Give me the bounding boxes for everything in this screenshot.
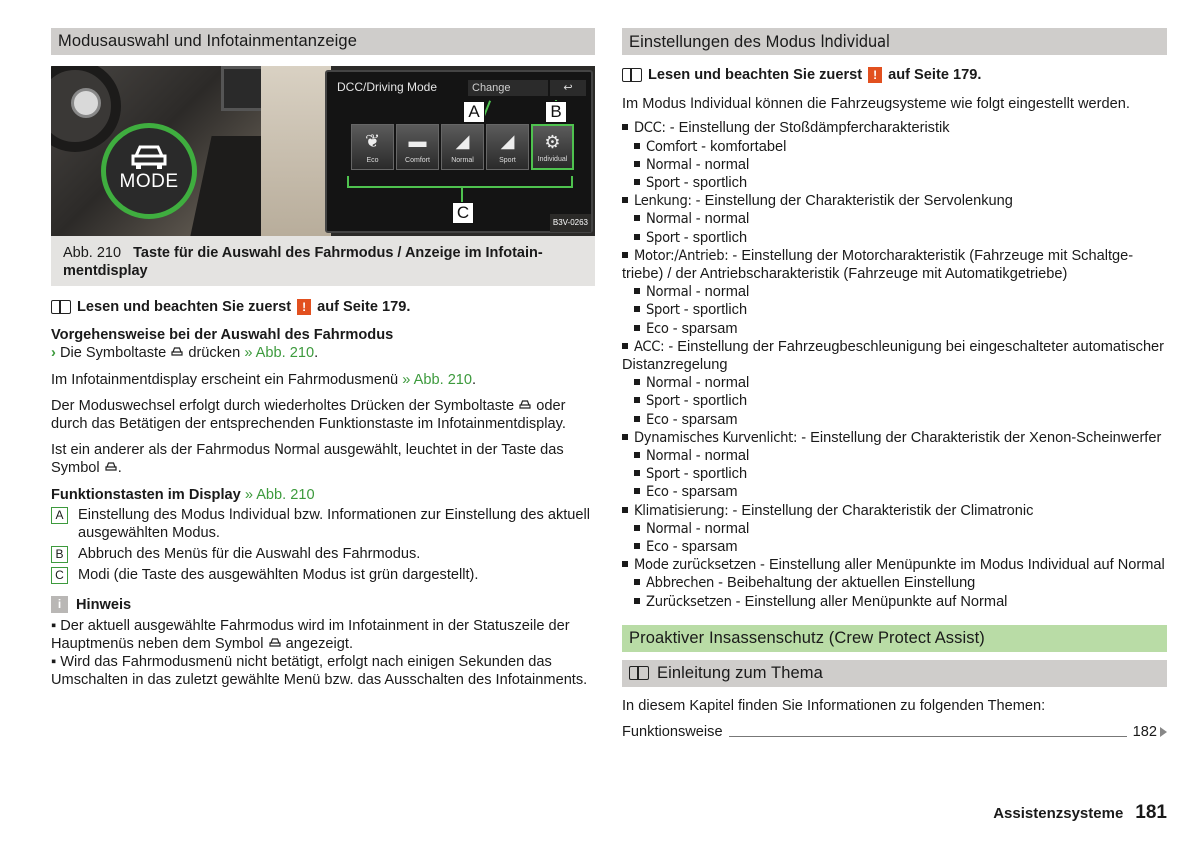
settings-subtext: - sportlich (679, 393, 748, 410)
bullet-icon (634, 525, 640, 531)
settings-subtext: - Einstellung aller Menüpunkte auf Normal (731, 593, 1008, 610)
function-keys-heading: Funktionstasten im Display » Abb. 210 (51, 486, 315, 503)
settings-text: - Einstellung der Charakteristik der Climatronic (728, 502, 1034, 519)
settings-subitem (634, 138, 1167, 156)
tile-sport[interactable]: ◢ Sport (486, 124, 529, 170)
settings-subitem (634, 210, 1167, 228)
mode-key-icon (518, 399, 532, 411)
bullet-icon (634, 470, 640, 476)
procedure-block: Vorgehensweise bei der Auswahl des Fahrmodus › Die Symboltaste drücken » Abb. 210. (51, 327, 394, 362)
screen-title: DCC/Driving Mode (337, 80, 438, 94)
mode-tiles (351, 124, 574, 170)
settings-sublist (622, 374, 1167, 429)
continue-arrow-icon (1160, 727, 1167, 737)
car-icon (130, 142, 168, 170)
settings-key: Dynamisches Kurvenlicht: (634, 428, 798, 446)
settings-subtext: - normal (691, 448, 750, 465)
caption-label: Abb. 210 (63, 245, 122, 261)
settings-subtext: - normal (691, 211, 750, 228)
settings-subitem (634, 156, 1167, 174)
mode-button (101, 123, 197, 219)
settings-text: - Einstellung der Motorcharakteristik (Fahrzeuge mit Schaltgetriebe) / der Antriebscharakteristik (Fahrzeuge mit Automatikgetriebe) (622, 247, 1134, 283)
settings-sublist (622, 210, 1167, 246)
settings-subkey: Normal (646, 155, 692, 173)
settings-subtext: - sparsam (668, 539, 738, 556)
settings-subtext: - Beibehaltung der aktuellen Einstellung (714, 575, 976, 592)
settings-subitem (634, 411, 1167, 429)
bullet-icon (634, 488, 640, 494)
settings-sublist (622, 447, 1167, 502)
hinweis-item-2: ▪ Wird das Fahrmodusmenü nicht betätigt, erfolgt nach einigen Sekunden das Umschalten in das zuletzt gewählte Menü bzw. das Ausschalten des Infotainments. (51, 654, 588, 689)
settings-subitem (634, 483, 1167, 501)
settings-item (622, 556, 1167, 611)
procedure-heading: Vorgehensweise bei der Auswahl des Fahrmodus (51, 327, 394, 344)
step-figure-link[interactable]: » Abb. 210 (244, 345, 315, 362)
settings-subtext: - sportlich (679, 229, 748, 246)
bullet-icon (634, 543, 640, 549)
caption-text: Taste für die Auswahl des Fahrmodus / Anzeige im Infotainmentdisplay (63, 245, 543, 279)
road-curve-icon: ◢ (500, 131, 515, 151)
settings-text: - Einstellung der Charakteristik der Xenon-Scheinwerfer (797, 429, 1162, 446)
bullet-icon (634, 397, 640, 403)
page-footer (993, 804, 1167, 823)
bullet-icon (622, 343, 628, 349)
book-icon (51, 300, 71, 314)
settings-subitem (634, 465, 1167, 483)
settings-key: Klimatisierung: (634, 501, 729, 519)
settings-item (622, 429, 1167, 502)
settings-subitem (634, 574, 1167, 592)
settings-subtext: - sportlich (679, 175, 748, 192)
right-column (622, 28, 1167, 741)
settings-subtext: - sparsam (668, 411, 738, 428)
settings-subkey: Normal (646, 519, 692, 537)
bullet-icon (634, 579, 640, 585)
settings-subitem (634, 283, 1167, 301)
bullet-icon (634, 306, 640, 312)
mode-button-label: MODE (119, 171, 179, 192)
warning-icon: ! (297, 299, 311, 315)
settings-subkey: Normal (646, 283, 692, 301)
settings-subitem (634, 174, 1167, 192)
bullet-icon (622, 434, 628, 440)
settings-sublist (622, 283, 1167, 338)
settings-subitem (634, 520, 1167, 538)
hinweis-item-1: ▪ Der aktuell ausgewählte Fahrmodus wird im Infotainment in der Statuszeile der Hauptmenüs neben dem Symbol angezeigt. (51, 617, 570, 653)
bullet-icon (622, 252, 628, 258)
settings-subitem (634, 392, 1167, 410)
step-arrow-icon: › (51, 345, 56, 362)
info-icon: i (51, 596, 68, 613)
settings-sublist (622, 138, 1167, 193)
topic-intro: In diesem Kapitel finden Sie Informationen zu folgenden Themen: (622, 697, 1046, 714)
settings-text: - Einstellung aller Menüpunkte im Modus Individual auf Normal (755, 557, 1165, 574)
settings-subtext: - sportlich (679, 302, 748, 319)
settings-subkey: Abbrechen (646, 574, 715, 592)
bullet-icon (634, 234, 640, 240)
section-heading-individual: Einstellungen des Modus Individual (622, 28, 1167, 55)
mode-key-icon (104, 461, 118, 473)
settings-subitem (634, 593, 1167, 611)
settings-subkey: Sport (646, 301, 680, 319)
leaf-icon: ❦ (364, 131, 381, 151)
settings-subkey: Comfort (646, 137, 698, 155)
settings-subkey: Sport (646, 228, 680, 246)
settings-subitem (634, 301, 1167, 319)
leader-line (729, 736, 1127, 737)
settings-subtext: - sparsam (668, 320, 738, 337)
bullet-icon (622, 561, 628, 567)
topic-page: 182 (1132, 724, 1157, 741)
read-first-note-right: Lesen und beachten Sie zuerst ! auf Seite 179. (622, 66, 1167, 84)
callout-a: A (463, 101, 485, 123)
function-key-a: A Einstellung des Modus Individual bzw. Informationen zur Einstellung des aktuell ausgewählten Modus. (51, 506, 595, 542)
letter-box-c: C (51, 567, 68, 584)
tile-comfort[interactable]: ▬ Comfort (396, 124, 439, 170)
settings-subitem (634, 374, 1167, 392)
settings-text: - Einstellung der Fahrzeugbeschleunigung bei eingeschalteter automatischer Distanzregelung (622, 338, 1165, 374)
letter-box-b: B (51, 546, 68, 563)
function-key-b: B Abbruch des Menüs für die Auswahl des Fahrmodus. (51, 545, 595, 563)
bullet-icon (634, 288, 640, 294)
settings-subkey: Eco (646, 410, 669, 428)
paragraph-2: Der Moduswechsel erfolgt durch wiederholtes Drücken der Symboltaste oder durch das Betätigen der entsprechenden Funktionstaste im Infotainmentdisplay. (51, 397, 566, 433)
callout-c: C (452, 202, 474, 224)
callout-b: B (545, 101, 567, 123)
tile-individual[interactable]: ⚙ Individual (531, 124, 574, 170)
settings-subkey: Sport (646, 392, 680, 410)
change-button[interactable]: Change (468, 80, 548, 96)
tile-normal[interactable]: ◢ Normal (441, 124, 484, 170)
settings-item (622, 502, 1167, 557)
figure-caption (51, 236, 595, 286)
settings-list (622, 119, 1167, 610)
settings-subitem (634, 320, 1167, 338)
hinweis-heading: i Hinweis (51, 596, 595, 614)
settings-subkey: Normal (646, 210, 692, 228)
settings-subtext: - normal (691, 375, 750, 392)
settings-text: - Einstellung der Stoßdämpfercharakteristik (665, 120, 950, 137)
settings-subkey: Eco (646, 483, 669, 501)
function-key-c: C Modi (die Taste des ausgewählten Modus ist grün dargestellt). (51, 566, 595, 584)
settings-subitem (634, 447, 1167, 465)
left-column (51, 28, 595, 690)
settings-sublist (622, 520, 1167, 556)
bullet-icon (634, 161, 640, 167)
settings-key: ACC: (634, 337, 665, 355)
infotainment-screen (325, 70, 593, 233)
paragraph-3: Ist ein anderer als der Fahrmodus Normal ausgewählt, leuchtet in der Taste das Symbol . (51, 441, 564, 477)
seat (261, 66, 331, 236)
settings-item (622, 338, 1167, 429)
topic-name: Funktionsweise (622, 724, 723, 741)
mode-key-icon (170, 346, 184, 358)
settings-item (622, 119, 1167, 192)
bullet-icon (622, 124, 628, 130)
paragraph-1: Im Infotainmentdisplay erscheint ein Fahrmodusmenü » Abb. 210. (51, 371, 477, 388)
settings-subkey: Sport (646, 465, 680, 483)
tiles-bracket (347, 176, 573, 188)
settings-key: Mode zurücksetzen (634, 556, 756, 574)
settings-subkey: Normal (646, 374, 692, 392)
section-heading-einleitung: Einleitung zum Thema (622, 660, 1167, 687)
gear-icon: ⚙ (544, 132, 561, 152)
settings-subtext: - sportlich (679, 466, 748, 483)
bullet-icon (634, 215, 640, 221)
book-icon (629, 666, 649, 680)
settings-item (622, 247, 1167, 338)
bullet-icon (634, 598, 640, 604)
settings-subkey: Eco (646, 538, 669, 556)
back-button[interactable]: ↩ (550, 80, 586, 96)
bullet-icon (622, 197, 628, 203)
settings-subtext: - normal (691, 156, 750, 173)
bullet-icon (634, 325, 640, 331)
warning-icon: ! (868, 67, 882, 83)
func-figure-link[interactable]: » Abb. 210 (244, 486, 315, 503)
brand-logo (71, 88, 101, 118)
bullet-icon (634, 179, 640, 185)
read-first-note: Lesen und beachten Sie zuerst ! auf Seite 179. (51, 298, 595, 316)
bullet-icon (634, 379, 640, 385)
settings-subitem (634, 229, 1167, 247)
road-icon: ◢ (455, 131, 470, 151)
bullet-icon (622, 507, 628, 513)
settings-subtext: - normal (691, 284, 750, 301)
p1-figure-link[interactable]: » Abb. 210 (402, 371, 473, 388)
individual-intro: Im Modus Individual können die Fahrzeugsysteme wie folgt eingestellt werden. (622, 95, 1130, 113)
page-number: 181 (1135, 802, 1167, 823)
settings-subkey: Normal (646, 447, 692, 465)
bullet-icon (634, 143, 640, 149)
bullet-icon (634, 452, 640, 458)
settings-key: Motor:/Antrieb: (634, 246, 729, 264)
settings-sublist (622, 574, 1167, 610)
footer-title: Assistenzsysteme (993, 805, 1124, 822)
section-heading-crew-protect: Proaktiver Insassenschutz (Crew Protect Assist) (622, 625, 1167, 652)
bullet-icon (634, 416, 640, 422)
settings-item (622, 192, 1167, 247)
settings-subkey: Sport (646, 174, 680, 192)
topic-entry-funktionsweise[interactable] (622, 723, 1167, 741)
section-heading-modusauswahl: Modusauswahl und Infotainmentanzeige (51, 28, 595, 55)
book-icon (622, 68, 642, 82)
letter-box-a: A (51, 507, 68, 524)
settings-subtext: - komfortabel (697, 138, 787, 155)
settings-subkey: Zurücksetzen (646, 592, 732, 610)
settings-subtext: - sparsam (668, 484, 738, 501)
tile-eco[interactable]: ❦ Eco (351, 124, 394, 170)
settings-subtext: - normal (691, 520, 750, 537)
figure-210 (51, 66, 595, 236)
settings-subkey: Eco (646, 319, 669, 337)
cushion-icon: ▬ (408, 131, 427, 151)
settings-key: Lenkung: (634, 192, 692, 210)
car-status-icon (268, 637, 282, 649)
figure-code: B3V-0263 (550, 214, 591, 232)
settings-subitem (634, 538, 1167, 556)
settings-text: - Einstellung der Charakteristik der Servolenkung (691, 193, 1013, 210)
settings-key: DCC: (634, 119, 666, 137)
